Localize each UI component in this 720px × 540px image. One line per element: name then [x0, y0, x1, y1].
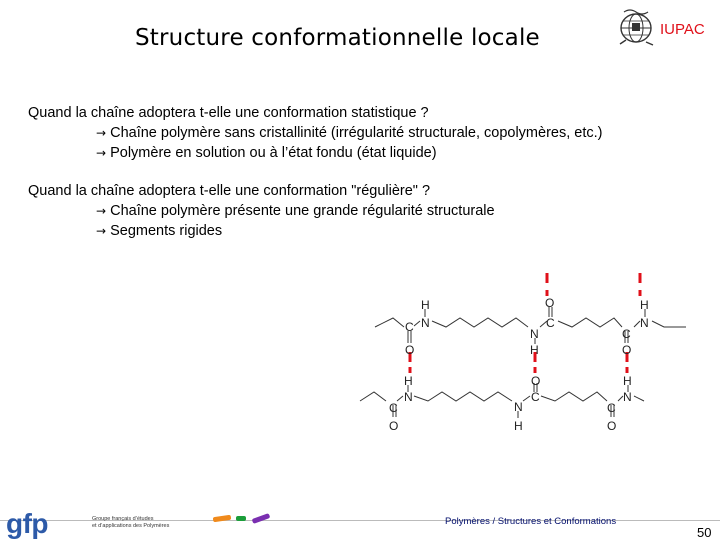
- atom-label: O: [389, 419, 399, 433]
- footer-decoration: [236, 516, 246, 521]
- lower-chain-bond: [360, 392, 386, 401]
- atom-label: O: [405, 343, 415, 357]
- atom-label: C: [405, 320, 414, 334]
- atom-label: N: [623, 390, 632, 404]
- upper-chain-bond: [558, 318, 622, 327]
- question-statistique: Quand la chaîne adoptera t-elle une conformation statistique ?: [28, 105, 429, 121]
- atom-label: O: [545, 296, 555, 310]
- page-number: 50: [697, 525, 712, 540]
- atom-label: N: [514, 400, 523, 414]
- atom-label: N: [421, 316, 430, 330]
- atom-label: H: [640, 298, 649, 312]
- atom-label: H: [623, 374, 632, 388]
- upper-chain-bond: [414, 321, 420, 326]
- atom-label: O: [531, 374, 541, 388]
- atom-label: C: [531, 390, 540, 404]
- atom-label: C: [389, 401, 398, 415]
- lower-chain-bond: [397, 396, 403, 401]
- atom-label: H: [514, 419, 523, 433]
- gfp-org-name: [92, 516, 169, 530]
- upper-chain-bond: [652, 321, 686, 327]
- arrow-icon: →: [96, 224, 107, 238]
- lower-chain-bond: [414, 392, 512, 401]
- atom-label: C: [607, 401, 616, 415]
- atom-label: N: [640, 316, 649, 330]
- atom-label: N: [530, 327, 539, 341]
- lower-chain-bond: [634, 396, 644, 401]
- iupac-logo: IUPAC: [660, 21, 705, 38]
- upper-chain-bond: [432, 318, 528, 327]
- question-reguliere: Quand la chaîne adoptera t-elle une conformation "régulière" ?: [28, 183, 431, 199]
- arrow-icon: →: [96, 204, 107, 218]
- lower-chain-bond: [541, 392, 607, 401]
- point-text: Polymère en solution ou à l’état fondu (état liquide): [110, 145, 437, 161]
- gfp-org-line: et d’applications des Polymères: [92, 523, 170, 529]
- atom-label: O: [622, 343, 632, 357]
- footer-caption: Polymères / Structures et Conformations: [445, 516, 617, 527]
- slide-title: Structure conformationnelle locale: [135, 25, 540, 51]
- atom-label: H: [530, 343, 539, 357]
- atom-label: O: [607, 419, 617, 433]
- atom-label: C: [622, 327, 631, 341]
- atom-label: H: [404, 374, 413, 388]
- atom-label: H: [421, 298, 430, 312]
- arrow-icon: →: [96, 126, 107, 140]
- gfp-org-line: Groupe français d’études: [92, 516, 154, 522]
- gfp-logo: gfp: [6, 508, 49, 539]
- point-text: Chaîne polymère sans cristallinité (irrégularité structurale, copolymères, etc.): [110, 125, 603, 141]
- atom-label: C: [546, 316, 555, 330]
- point-text: Chaîne polymère présente une grande régularité structurale: [110, 203, 495, 219]
- upper-chain-bond: [375, 318, 404, 327]
- point-text: Segments rigides: [110, 223, 223, 239]
- lower-chain-bond: [523, 396, 530, 401]
- arrow-icon: →: [96, 146, 107, 160]
- atom-label: N: [404, 390, 413, 404]
